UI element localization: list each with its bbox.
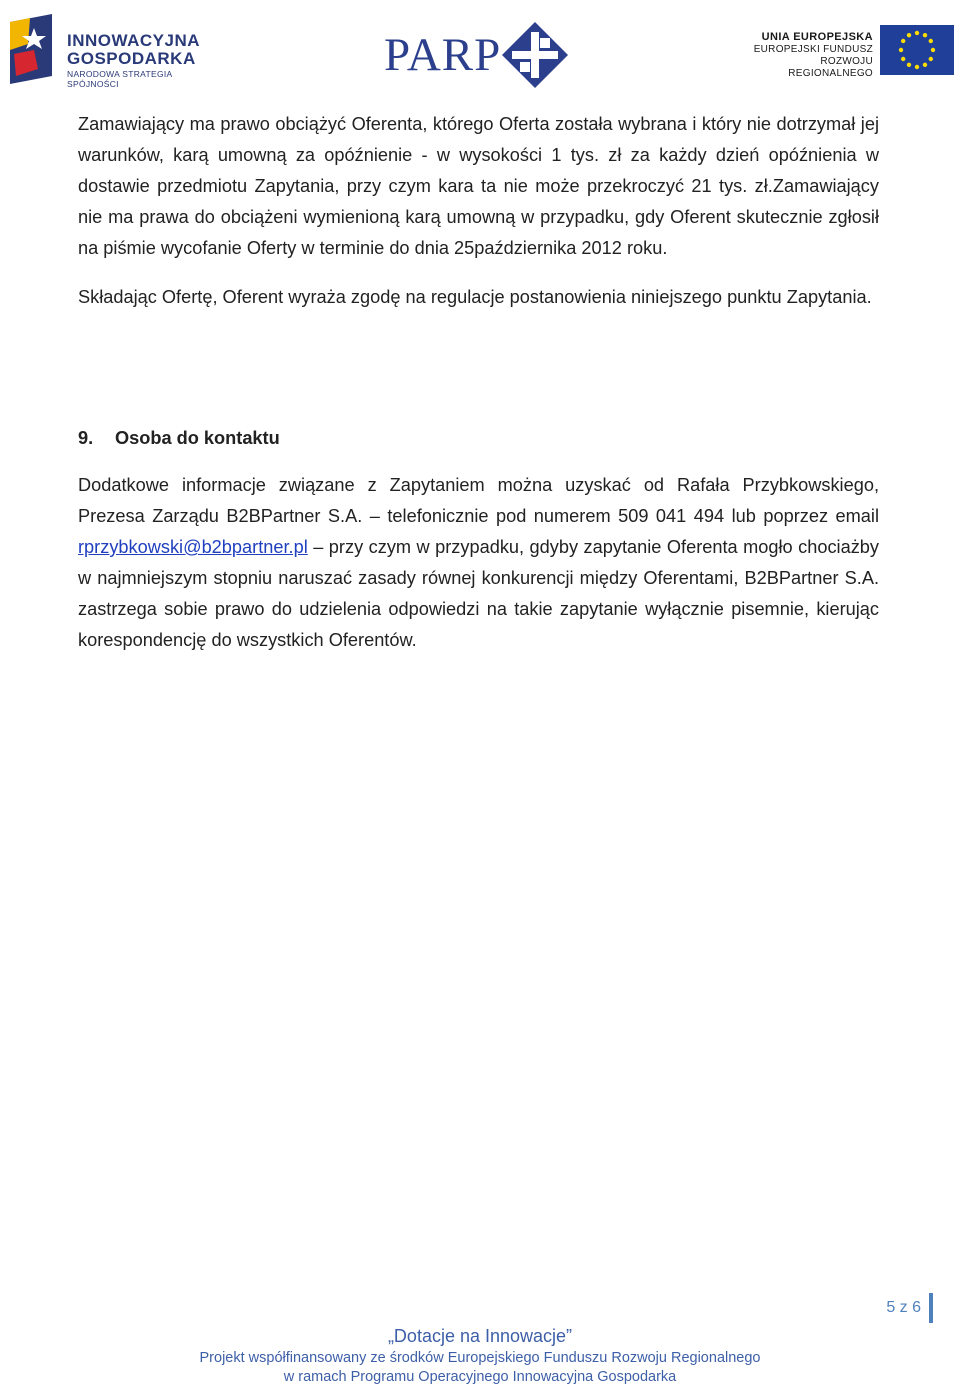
innowacyjna-gospodarka-logo bbox=[10, 14, 225, 89]
page-number: 5 z 6 bbox=[886, 1293, 933, 1323]
penalty-paragraph: Zamawiający ma prawo obciążyć Oferenta, którego Oferta została wybrana i który nie dotrzymał jej warunków, karą umowną za opóźnienie - w wysokości 1 tys. zł za każdy dzień opóźnienia w dostawie przedmiotu Zapytania, przy czym kara ta nie może przekroczyć 21 tys. zł.Zamawiający nie ma prawa do obciążeni wymienioną karą umowną w przypadku, gdy Oferent skutecznie zgłosił na piśmie wycofanie Oferty w terminie do dnia 25października 2012 roku. bbox=[78, 114, 879, 258]
section-heading bbox=[78, 423, 280, 454]
eu-logo-line2: EUROPEJSKI FUNDUSZ bbox=[753, 44, 873, 55]
eu-logo bbox=[748, 25, 958, 80]
section-title: Osoba do kontaktu bbox=[115, 428, 280, 448]
eu-logo-line1: UNIA EUROPEJSKA bbox=[761, 31, 873, 43]
contact-section bbox=[78, 470, 879, 656]
parp-emblem-icon bbox=[500, 20, 570, 90]
eu-flag-icon bbox=[880, 25, 954, 75]
ig-logo-line2: GOSPODARKA bbox=[67, 49, 196, 68]
star-flag-icon bbox=[10, 14, 60, 84]
consent-paragraph: Składając Ofertę, Oferent wyraża zgodę na regulacje postanowienia niniejszego punktu Zapytania. bbox=[78, 287, 872, 307]
footer-cofinancing-line: Projekt współfinansowany ze środków Europejskiego Funduszu Rozwoju Regionalnego bbox=[199, 1350, 761, 1366]
section-number: 9. bbox=[78, 428, 94, 448]
footer-program-line: w ramach Programu Operacyjnego Innowacyjna Gospodarka bbox=[283, 1369, 677, 1385]
ig-logo-line3: NARODOWA STRATEGIA SPÓJNOŚCI bbox=[67, 69, 173, 89]
footer-program-title: „Dotacje na Innowacje” bbox=[387, 1326, 573, 1346]
eu-logo-line3: ROZWOJU REGIONALNEGO bbox=[788, 56, 873, 79]
document-body bbox=[78, 109, 879, 313]
contact-paragraph bbox=[78, 470, 879, 656]
ig-logo-line1: INNOWACYJNA bbox=[67, 31, 201, 50]
contact-text-after: – przy czym w przypadku, gdyby zapytanie Oferenta mogło chociażby w najmniejszym stopniu naruszać zasady równej konkurencji między Oferentami, B2BPartner S.A. zastrzega sobie prawo do udzielenia odpowiedzi na takie zapytanie wyłącznie pisemnie, kierując korespondencję do wszystkich Oferentów. bbox=[78, 537, 879, 650]
contact-text-before: Dodatkowe informacje związane z Zapytaniem można uzyskać od Rafała Przybkowskiego, Prezesa Zarządu B2BPartner S.A. – telefonicznie pod numerem 509 041 494 lub poprzez email bbox=[78, 475, 879, 526]
parp-logo-text: PARP bbox=[384, 29, 502, 81]
contact-email-link[interactable]: rprzybkowski@b2bpartner.pl bbox=[78, 537, 308, 557]
parp-logo bbox=[384, 20, 574, 90]
